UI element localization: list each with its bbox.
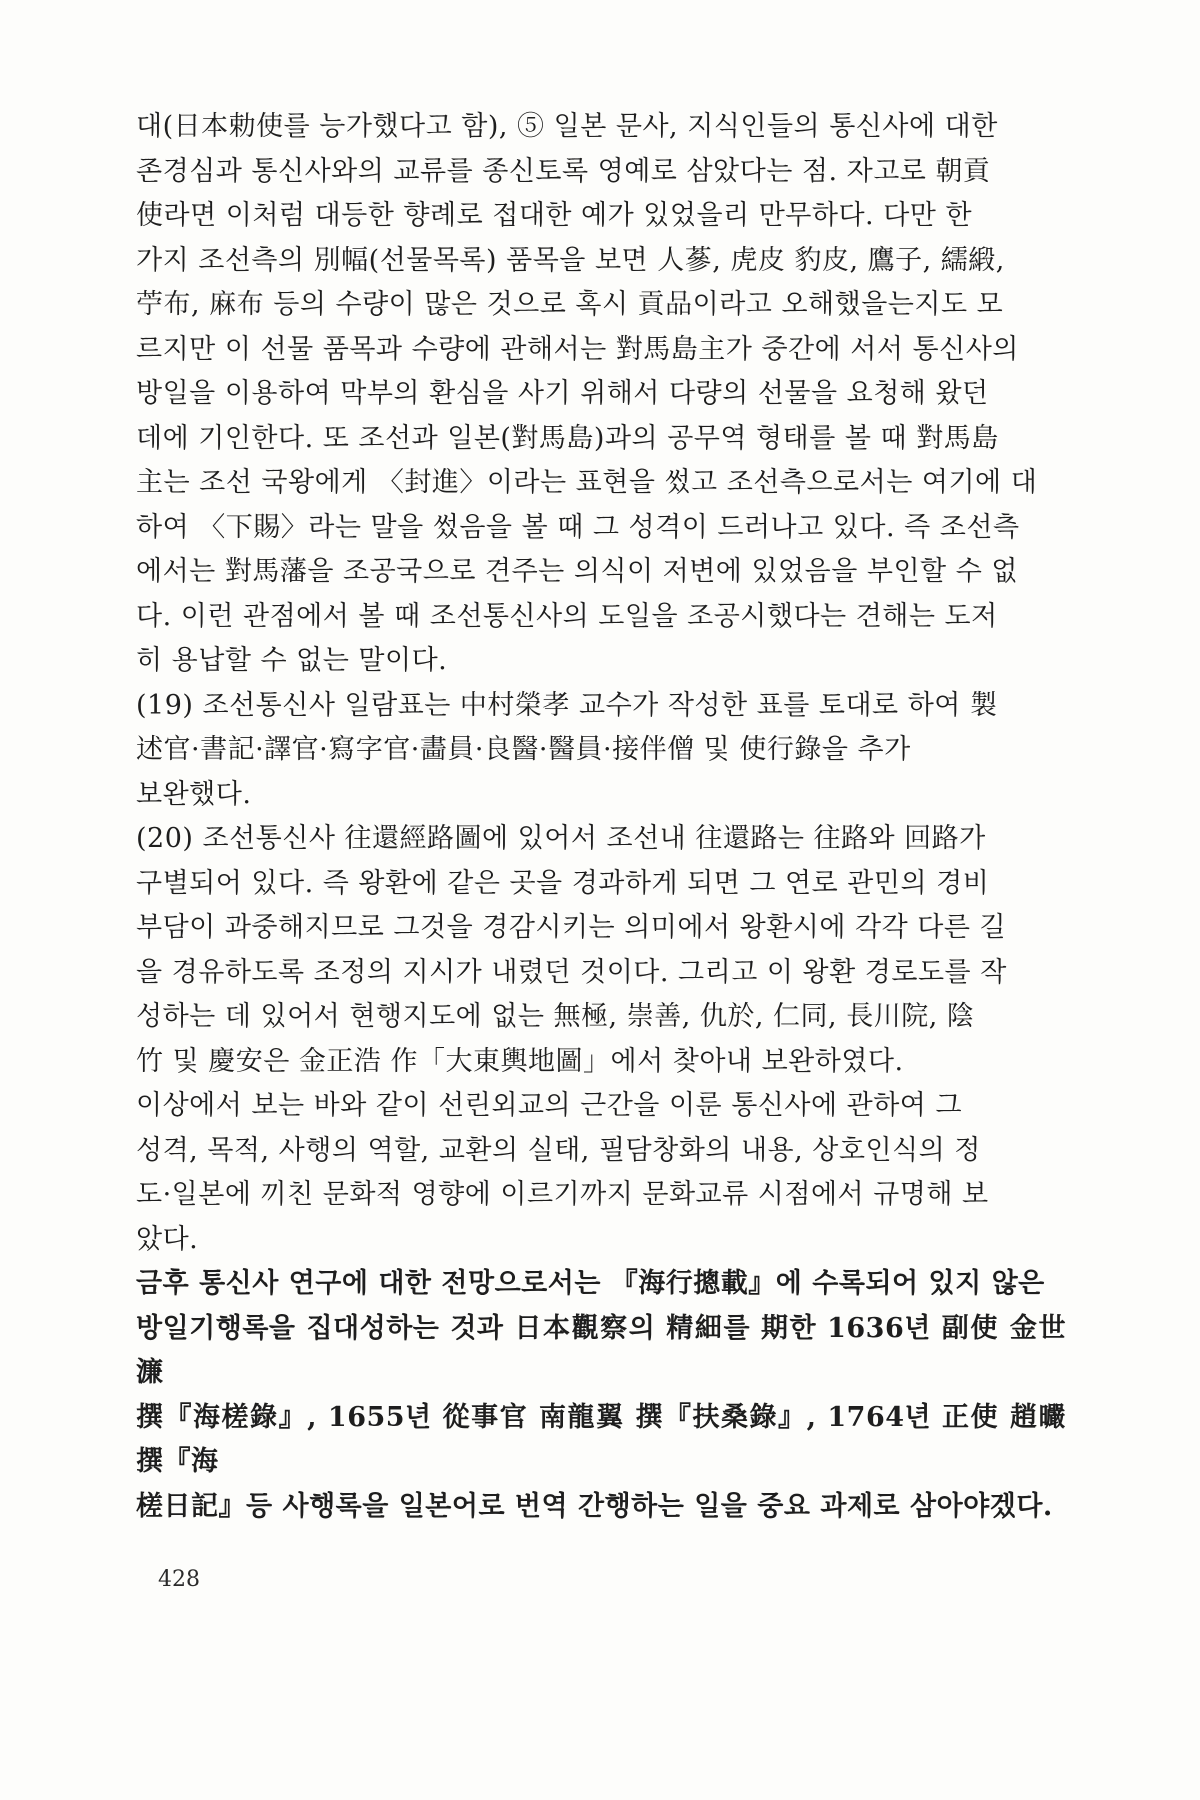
paragraph-summary: 이상에서 보는 바와 같이 선린외교의 근간을 이룬 통신사에 관하여 그 성격, 목적, 사행의 역할, 교환의 실태, 필담창화의 내용, 상호인식의 정 도·일본에 끼친 문화적 영향에 이르기까지 문화교류 시점에서 규명해 보 았다. <box>136 1090 989 1255</box>
body-text <box>136 105 1066 1529</box>
paragraph-1: 대(日本勅使를 능가했다고 함), ⑤ 일본 문사, 지식인들의 통신사에 대한 존경심과 통신사와의 교류를 종신토록 영예로 삼았다는 점. 자고로 朝貢 使라면 이처럼 대등한 향례로 접대한 예가 있었을리 만무하다. 다만 한 가지 조선측의 別幅(선물목록) 품목을 보면 人蔘, 虎皮 豹皮, 鷹子, 繻緞, 苧布, 麻布 등의 수량이 많은 것으로 혹시 貢品이라고 오해했을는지도 모 르지만 이 선물 품목과 수량에 관해서는 對馬島主가 중간에 서서 통신사의 방일을 이용하여 막부의 환심을 사기 위해서 다량의 선물을 요청해 왔던 데에 기인한다. 또 조선과 일본(對馬島)과의 공무역 형태를 볼 때 對馬島 主는 조선 국왕에게 〈封進〉이라는 표현을 썼고 조선측으로서는 여기에 대 하여 〈下賜〉라는 말을 썼음을 볼 때 그 성격이 드러나고 있다. 즉 조선측 에서는 對馬藩을 조공국으로 견주는 의식이 저변에 있었음을 부인할 수 없 다. 이런 관점에서 볼 때 조선통신사의 도일을 조공시했다는 견해는 도저 히 용납할 수 없는 말이다. <box>136 111 1038 676</box>
paragraph-note-19: (19) 조선통신사 일람표는 中村榮孝 교수가 작성한 표를 토대로 하여 製 述官·書記·譯官·寫字官·畵員·良醫·醫員·接伴僧 및 使行錄을 추가 보완했다. <box>136 689 998 810</box>
page-number: 428 <box>158 1567 200 1592</box>
paragraph-note-20: (20) 조선통신사 往還經路圖에 있어서 조선내 往還路는 往路와 回路가 구별되어 있다. 즉 왕환에 같은 곳을 경과하게 되면 그 연로 관민의 경비 부담이 과중해지므로 그것을 경감시키는 의미에서 왕환시에 각각 다른 길 을 경유하도록 조정의 지시가 내렸던 것이다. 그리고 이 왕환 경로도를 작 성하는 데 있어서 현행지도에 없는 無極, 崇善, 仇於, 仁同, 長川院, 陰 竹 및 慶安은 金正浩 作「大東輿地圖」에서 찾아내 보완하였다. <box>136 823 1007 1077</box>
paragraph-outlook: 금후 통신사 연구에 대한 전망으로서는 『海行摠載』에 수록되어 있지 않은 방일기행록을 집대성하는 것과 日本觀察의 精細를 期한 1636년 副使 金世濂 撰『海槎錄』, 1655년 從事官 南龍翼 撰『扶桑錄』, 1764년 正使 趙曮 撰『海 槎日記』등 사행록을 일본어로 번역 간행하는 일을 중요 과제로 삼아야겠다. <box>136 1268 1066 1522</box>
